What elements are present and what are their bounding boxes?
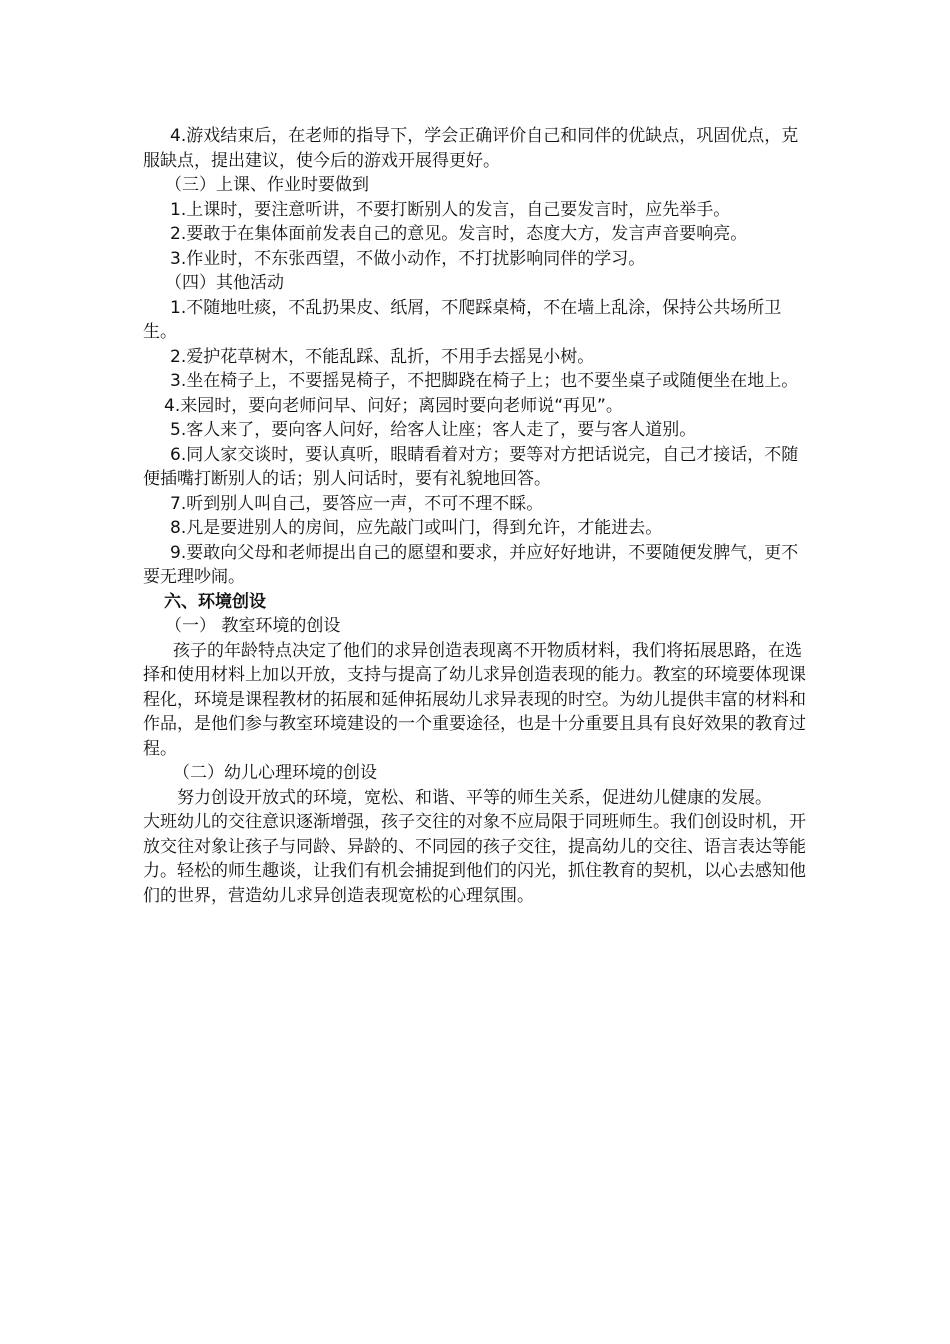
list-item: 5.客人来了，要向客人问好，给客人让座；客人走了，要与客人道别。 xyxy=(170,420,697,440)
subsection-title: （三）上课、作业时要做到 xyxy=(165,175,369,195)
list-item: 4.游戏结束后，在老师的指导下，学会正确评价自己和同伴的优缺点，巩固优点，克服缺点，提出建议，使今后的游戏开展得更好。 xyxy=(143,126,799,171)
list-item: 8.凡是要进别人的房间，应先敲门或叫门，得到允许，才能进去。 xyxy=(170,518,663,538)
list-item: 1.上课时，要注意听讲，不要打断别人的发言，自己要发言时，应先举手。 xyxy=(170,199,731,220)
body-paragraph: 大班幼儿的交往意识逐渐增强，孩子交往的对象不应局限于同班师生。我们创设时机，开放交往对象让孩子与同龄、异龄的、不同园的孩子交往，提高幼儿的交往、语言表达等能力。轻松的师生趣谈，让我们有机会捕捉到他们的闪光，抓住教育的契机，以心去感知他们的世界，营造幼儿求异创造表现宽松的心理氛围。 xyxy=(143,812,806,906)
list-item: 9.要敢向父母和老师提出自己的愿望和要求，并应好好地讲，不要随便发脾气，更不要无理吵闹。 xyxy=(143,542,799,587)
list-item: 2.要敢于在集体面前发表自己的意见。发言时，态度大方，发言声音要响亮。 xyxy=(170,224,748,244)
subsection-title: （四）其他活动 xyxy=(165,273,284,293)
body-paragraph: 努力创设开放式的环境，宽松、和谐、平等的师生关系，促进幼儿健康的发展。 xyxy=(177,787,772,808)
list-item: 1.不随地吐痰，不乱扔果皮、纸屑，不爬踩桌椅，不在墙上乱涂，保持公共场所卫生。 xyxy=(143,297,782,342)
subsection-title: （二）幼儿心理环境的创设 xyxy=(173,763,377,783)
list-item: 4.来园时，要向老师问早、问好；离园时要向老师说“再见”。 xyxy=(164,395,623,416)
list-item: 3.作业时，不东张西望，不做小动作，不打扰影响同伴的学习。 xyxy=(170,248,646,269)
list-item: 7.听到别人叫自己，要答应一声，不可不理不睬。 xyxy=(170,493,544,514)
document-body xyxy=(143,124,815,908)
section-heading: 六、环境创设 xyxy=(164,591,266,612)
subsection-title: （一） 教室环境的创设 xyxy=(165,616,341,636)
list-item: 3.坐在椅子上，不要摇晃椅子，不把脚跷在椅子上；也不要坐桌子或随便坐在地上。 xyxy=(170,371,799,391)
list-item: 2.爱护花草树木，不能乱踩、乱折，不用手去摇晃小树。 xyxy=(170,346,595,367)
list-item: 6.同人家交谈时，要认真听，眼睛看着对方；要等对方把话说完，自己才接话，不随便插嘴打断别人的话；别人问话时，要有礼貌地回答。 xyxy=(143,444,799,489)
body-paragraph: 孩子的年龄特点决定了他们的求异创造表现离不开物质材料，我们将拓展思路，在选择和使用材料上加以开放，支持与提高了幼儿求异创造表现的能力。教室的环境要体现课程化，环境是课程教材的拓展和延伸拓展幼儿求异表现的时空。为幼儿提供丰富的材料和作品，是他们参与教室环境建设的一个重要途径，也是十分重要且具有良好效果的教育过程。 xyxy=(143,640,806,759)
